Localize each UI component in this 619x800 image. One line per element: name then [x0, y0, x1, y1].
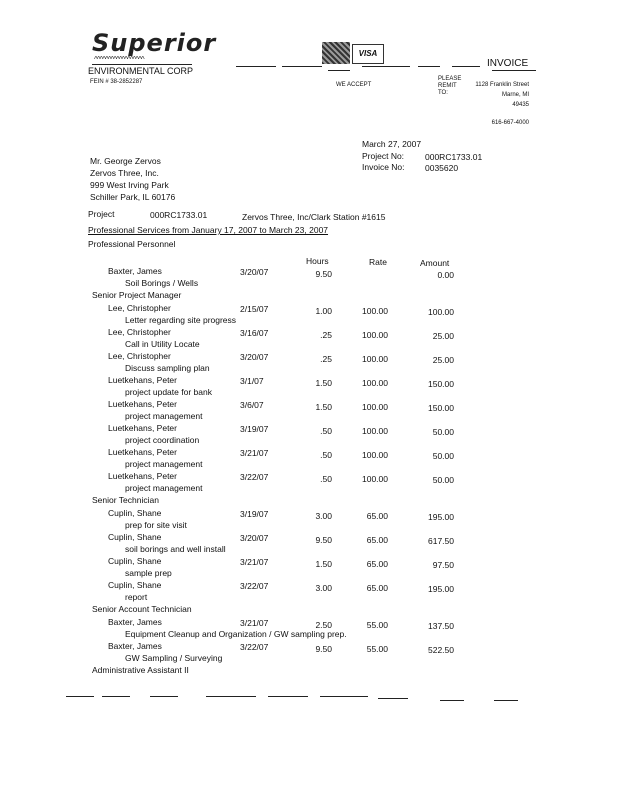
- entry-description: Letter regarding site progress: [125, 315, 237, 325]
- client-line: Zervos Three, Inc.: [90, 168, 159, 178]
- entry-description: project management: [125, 459, 203, 469]
- invoice-no: 0035620: [425, 163, 459, 173]
- entry-date: 3/16/07: [240, 328, 269, 338]
- entry-amount: 0.00: [437, 270, 454, 280]
- entry-hours: 9.50: [315, 269, 332, 279]
- entry-hours: .50: [320, 474, 332, 484]
- entry-amount: 50.00: [432, 475, 454, 485]
- employee-name: Cuplin, Shane: [108, 556, 162, 566]
- remit-label: PLEASE REMIT TO:: [438, 76, 462, 96]
- employee-name: Baxter, James: [108, 266, 162, 276]
- entry-amount: 150.00: [428, 379, 454, 389]
- project-no: 000RC1733.01: [425, 152, 483, 162]
- entry-description: project coordination: [125, 435, 200, 445]
- entry-amount: 137.50: [428, 621, 454, 631]
- entry-date: 3/6/07: [240, 400, 264, 410]
- category-label: Senior Account Technician: [92, 604, 192, 614]
- remit-line: 1128 Franklin Street: [475, 82, 529, 88]
- client-line: 999 West Irving Park: [90, 180, 169, 190]
- entry-hours: 9.50: [315, 535, 332, 545]
- entry-hours: .25: [320, 330, 332, 340]
- mastercard-icon: [322, 42, 350, 64]
- entry-description: project update for bank: [125, 387, 212, 397]
- entry-hours: 3.00: [315, 583, 332, 593]
- entry-date: 3/20/07: [240, 267, 269, 277]
- col-rate: Rate: [369, 257, 387, 267]
- entry-date: 3/1/07: [240, 376, 264, 386]
- entry-date: 3/21/07: [240, 448, 269, 458]
- entry-description: soil borings and well install: [125, 544, 226, 554]
- entry-date: 3/22/07: [240, 642, 269, 652]
- invoice-title: INVOICE: [487, 58, 529, 69]
- entry-rate: 100.00: [362, 354, 388, 364]
- entry-hours: .50: [320, 426, 332, 436]
- entry-rate: 55.00: [366, 620, 388, 630]
- entry-description: Equipment Cleanup and Organization / GW sampling prep.: [125, 629, 347, 639]
- entry-hours: 1.00: [315, 306, 332, 316]
- entry-amount: 195.00: [428, 584, 454, 594]
- company-fein: FEIN # 38-2852287: [90, 79, 143, 85]
- section-title: Professional Personnel: [88, 239, 176, 249]
- entry-amount: 150.00: [428, 403, 454, 413]
- entry-rate: 65.00: [366, 559, 388, 569]
- entry-rate: 100.00: [362, 474, 388, 484]
- entry-description: project management: [125, 411, 203, 421]
- entry-hours: 9.50: [315, 644, 332, 654]
- entry-rate: 55.00: [366, 644, 388, 654]
- employee-name: Lee, Christopher: [108, 303, 171, 313]
- entry-date: 2/15/07: [240, 304, 269, 314]
- entry-description: prep for site visit: [125, 520, 187, 530]
- cards-note: WE ACCEPT: [336, 82, 372, 88]
- project-label: Project: [88, 209, 115, 219]
- entry-rate: 100.00: [362, 426, 388, 436]
- entry-rate: 100.00: [362, 402, 388, 412]
- project-name: Zervos Three, Inc/Clark Station #1615: [242, 212, 386, 222]
- entry-hours: 1.50: [315, 402, 332, 412]
- col-hours: Hours: [306, 256, 329, 266]
- employee-name: Baxter, James: [108, 641, 162, 651]
- entry-amount: 195.00: [428, 512, 454, 522]
- entry-date: 3/20/07: [240, 533, 269, 543]
- category-label: Senior Technician: [92, 495, 159, 505]
- credit-card-logos: [322, 42, 384, 64]
- entry-rate: 65.00: [366, 535, 388, 545]
- company-name: ENVIRONMENTAL CORP: [88, 66, 194, 76]
- invoice-date: March 27, 2007: [362, 139, 422, 149]
- project-no-label: Project No:: [362, 151, 405, 161]
- entry-date: 3/22/07: [240, 581, 269, 591]
- entry-rate: 65.00: [366, 583, 388, 593]
- employee-name: Luetkehans, Peter: [108, 399, 177, 409]
- entry-date: 3/20/07: [240, 352, 269, 362]
- client-line: Mr. George Zervos: [90, 156, 161, 166]
- employee-name: Baxter, James: [108, 617, 162, 627]
- employee-name: Luetkehans, Peter: [108, 375, 177, 385]
- entry-description: Discuss sampling plan: [125, 363, 210, 373]
- entry-hours: 2.50: [315, 620, 332, 630]
- phone: 616-667-4000: [491, 120, 529, 126]
- entry-rate: 100.00: [362, 378, 388, 388]
- category-label: Senior Project Manager: [92, 290, 182, 300]
- employee-name: Luetkehans, Peter: [108, 471, 177, 481]
- client-line: Schiller Park, IL 60176: [90, 192, 176, 202]
- entry-rate: 65.00: [366, 511, 388, 521]
- entry-date: 3/19/07: [240, 509, 269, 519]
- employee-name: Luetkehans, Peter: [108, 423, 177, 433]
- employee-name: Cuplin, Shane: [108, 532, 162, 542]
- entry-date: 3/21/07: [240, 557, 269, 567]
- col-amount: Amount: [420, 258, 450, 268]
- employee-name: Cuplin, Shane: [108, 508, 162, 518]
- entry-amount: 50.00: [432, 427, 454, 437]
- entry-amount: 617.50: [428, 536, 454, 546]
- logo-wave: ^^^^^^^^^^^^^^^^^^: [94, 55, 144, 64]
- entry-rate: 100.00: [362, 330, 388, 340]
- entry-description: project management: [125, 483, 203, 493]
- entry-date: 3/21/07: [240, 618, 269, 628]
- entry-description: Call in Utility Locate: [125, 339, 200, 349]
- employee-name: Lee, Christopher: [108, 327, 171, 337]
- employee-name: Cuplin, Shane: [108, 580, 162, 590]
- visa-icon: VISA: [352, 44, 384, 64]
- entry-description: GW Sampling / Surveying: [125, 653, 223, 663]
- entry-amount: 25.00: [432, 355, 454, 365]
- entry-hours: 1.50: [315, 559, 332, 569]
- entry-hours: .50: [320, 450, 332, 460]
- entry-amount: 522.50: [428, 645, 454, 655]
- project-number: 000RC1733.01: [150, 210, 208, 220]
- services-period: Professional Services from January 17, 2007 to March 23, 2007: [88, 225, 329, 235]
- entry-rate: 100.00: [362, 450, 388, 460]
- entry-description: Soil Borings / Wells: [125, 278, 199, 288]
- entry-hours: .25: [320, 354, 332, 364]
- entry-description: sample prep: [125, 568, 172, 578]
- company-logo: Superior: [92, 29, 217, 57]
- employee-name: Lee, Christopher: [108, 351, 171, 361]
- remit-line: 49435: [512, 102, 529, 108]
- entry-amount: 25.00: [432, 331, 454, 341]
- entry-date: 3/19/07: [240, 424, 269, 434]
- entry-description: report: [125, 592, 148, 602]
- entry-hours: 1.50: [315, 378, 332, 388]
- employee-name: Luetkehans, Peter: [108, 447, 177, 457]
- entry-amount: 50.00: [432, 451, 454, 461]
- entry-rate: 100.00: [362, 306, 388, 316]
- category-label: Administrative Assistant II: [92, 665, 189, 675]
- invoice-no-label: Invoice No:: [362, 162, 405, 172]
- entry-date: 3/22/07: [240, 472, 269, 482]
- remit-line: Marne, MI: [501, 92, 529, 98]
- entry-hours: 3.00: [315, 511, 332, 521]
- entry-amount: 97.50: [432, 560, 454, 570]
- entry-amount: 100.00: [428, 307, 454, 317]
